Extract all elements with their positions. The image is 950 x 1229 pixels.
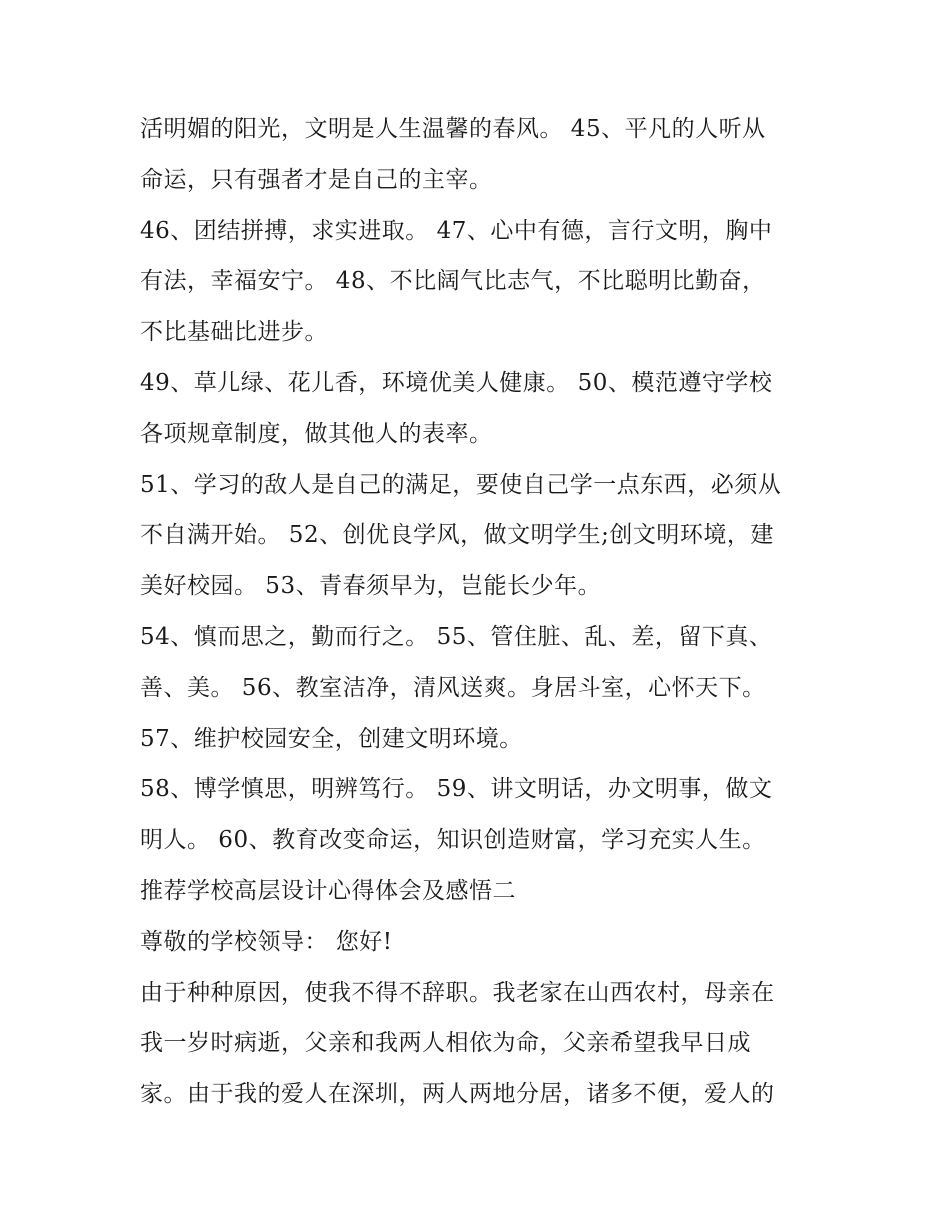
text-line-14: 58、博学慎思，明辨笃行。 59、讲文明话，办文明事，做文	[140, 776, 773, 803]
text-line-20: 家。由于我的爱人在深圳，两人两地分居，诸多不便，爱人的	[140, 1081, 775, 1108]
text-line-1: 活明媚的阳光，文明是人生温馨的春风。 45、平凡的人听从	[140, 116, 766, 142]
document-body	[140, 104, 830, 1120]
text-line-6: 49、草儿绿、花儿香，环境优美人健康。 50、模范遵守学校	[140, 369, 773, 396]
text-line-15: 明人。 60、教育改变命运，知识创造财富，学习充实人生。	[140, 827, 766, 854]
text-line-9: 不自满开始。 52、创优良学风，做文明学生;创文明环境，建	[140, 522, 774, 549]
text-line-8: 51、学习的敌人是自己的满足，要使自己学一点东西，必须从	[140, 471, 782, 498]
text-line-3: 46、团结拼搏，求实进取。 47、心中有德，言行文明，胸中	[140, 217, 773, 244]
text-line-4: 有法，幸福安宁。 48、不比阔气比志气，不比聪明比勤奋，	[140, 268, 766, 295]
text-line-19: 我一岁时病逝，父亲和我两人相依为命，父亲希望我早日成	[140, 1030, 751, 1057]
text-line-18: 由于种种原因，使我不得不辞职。我老家在山西农村，母亲在	[140, 979, 775, 1006]
salutation: 尊敬的学校领导： 您好!	[140, 928, 393, 955]
text-line-2: 命运，只有强者才是自己的主宰。	[140, 166, 493, 193]
text-line-12: 善、美。 56、教室洁净，清风送爽。身居斗室，心怀天下。	[140, 674, 766, 701]
section-heading: 推荐学校高层设计心得体会及感悟二	[140, 877, 516, 904]
text-line-13: 57、维护校园安全，创建文明环境。	[140, 725, 523, 752]
text-line-10: 美好校园。 53、青春须早为，岂能长少年。	[140, 573, 602, 600]
text-line-11: 54、慎而思之，勤而行之。 55、管住脏、乱、差，留下真、	[140, 623, 773, 650]
text-line-5: 不比基础比进步。	[140, 319, 328, 346]
text-line-7: 各项规章制度，做其他人的表率。	[140, 420, 493, 447]
